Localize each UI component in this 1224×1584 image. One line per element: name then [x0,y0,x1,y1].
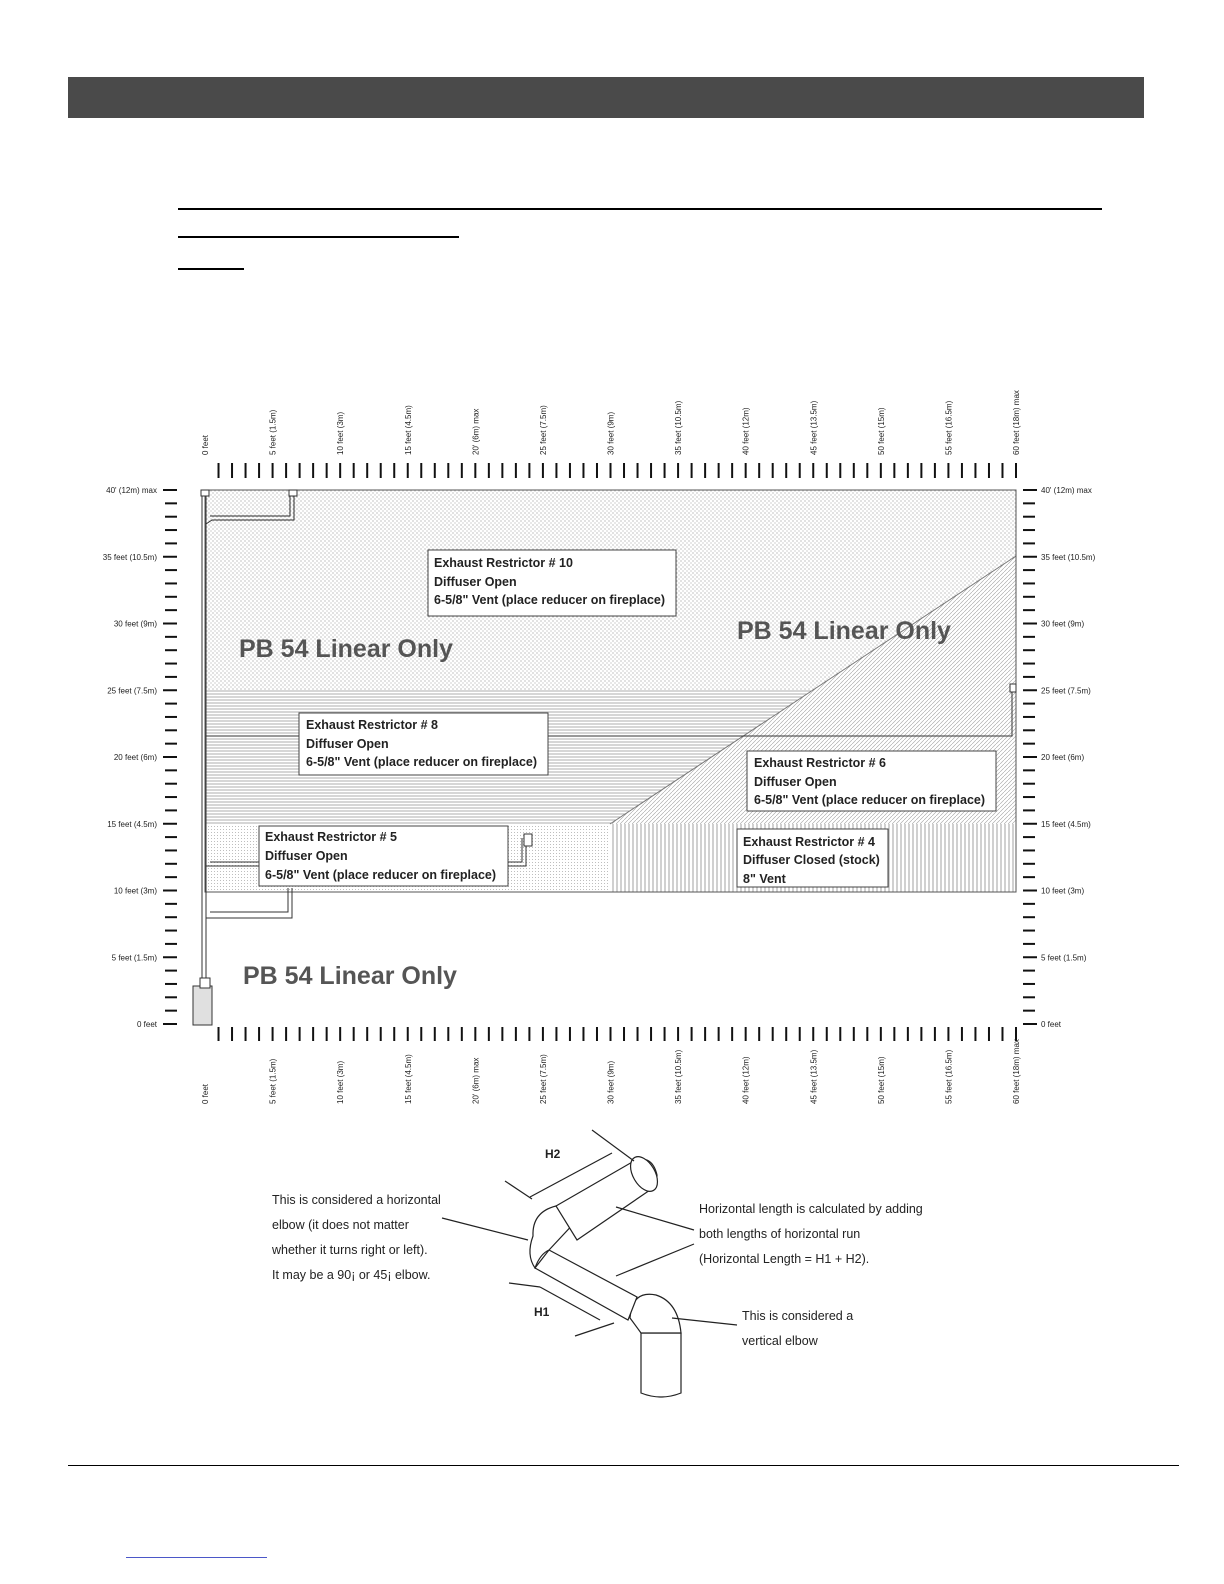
x-tick-label-top: 40 feet (12m) [741,407,751,455]
y-tick-label-right: 0 feet [1041,1020,1062,1029]
restrictor-4-vent: 8" Vent [743,872,786,886]
h2-label: H2 [545,1147,561,1161]
y-tick-label-right: 25 feet (7.5m) [1041,686,1091,696]
x-tick-label-top: 50 feet (15m) [876,407,886,455]
region-title-upper-left: PB 54 Linear Only [239,635,453,663]
region-title-upper-right: PB 54 Linear Only [737,617,951,645]
restrictor-6-diffuser: Diffuser Open [754,775,837,789]
restrictor-10-diffuser: Diffuser Open [434,575,517,589]
x-tick-label-bottom: 60 feet (18m) max [1012,1039,1021,1104]
right-ruler [1023,490,1037,1024]
y-tick-label-left: 0 feet [136,1020,157,1029]
label-box-restrictor-8 [299,713,548,775]
left-axis-labels [103,486,158,1029]
y-tick-label-right: 15 feet (4.5m) [1041,819,1091,829]
x-tick-label-bottom: 5 feet (1.5m) [268,1058,278,1104]
vertical-elbow [630,1294,681,1333]
restrictor-5-title: Exhaust Restrictor # 5 [265,830,397,844]
fireplace-collar [200,978,210,988]
horizontal-length-note [699,1202,923,1266]
restrictor-6-title: Exhaust Restrictor # 6 [754,756,886,770]
x-tick-label-bottom: 30 feet (9m) [606,1060,616,1104]
y-tick-label-left: 40' (12m) max [106,486,157,495]
note-line: It may be a 90¡ or 45¡ elbow. [272,1268,431,1282]
pointer-vertical-elbow [672,1318,737,1325]
x-tick-label-top: 60 feet (18m) max [1012,390,1021,455]
restrictor-5-vent: 6-5/8" Vent (place reducer on fireplace) [265,868,497,882]
x-tick-label-top: 0 feet [201,434,210,455]
y-tick-label-left: 35 feet (10.5m) [102,552,157,562]
x-tick-label-top: 15 feet (4.5m) [403,405,413,455]
elbow-diagram [442,1130,737,1397]
y-tick-label-right: 20 feet (6m) [1041,753,1085,762]
y-tick-label-left: 20 feet (6m) [113,753,157,762]
y-tick-label-left: 5 feet (1.5m) [111,953,157,963]
restrictor-6-vent: 6-5/8" Vent (place reducer on fireplace) [754,793,986,807]
note-line: (Horizontal Length = H1 + H2). [699,1252,870,1266]
pointer-horizontal-elbow [442,1218,528,1240]
x-tick-label-bottom: 40 feet (12m) [741,1056,751,1104]
note-line: both lengths of horizontal run [699,1227,861,1241]
right-axis-labels [1041,486,1096,1029]
vertical-elbow-note [742,1309,853,1348]
restrictor-8-vent: 6-5/8" Vent (place reducer on fireplace) [306,755,538,769]
label-box-restrictor-10 [428,550,676,616]
x-tick-label-top: 55 feet (16.5m) [944,400,954,455]
note-line: This is considered a [742,1309,854,1323]
restrictor-5-diffuser: Diffuser Open [265,849,348,863]
restrictor-10-title: Exhaust Restrictor # 10 [434,556,573,570]
left-ruler [163,490,177,1024]
x-tick-label-top: 5 feet (1.5m) [268,409,278,455]
top-axis-labels [201,390,1021,455]
x-tick-label-bottom: 35 feet (10.5m) [674,1049,684,1104]
horizontal-elbow-note [271,1193,441,1282]
label-box-restrictor-4 [737,829,888,887]
top-ruler [219,463,1016,478]
y-tick-label-right: 40' (12m) max [1041,486,1092,495]
restrictor-8-diffuser: Diffuser Open [306,737,389,751]
pointer-horizontal-length-bottom [616,1244,694,1276]
region-title-lower: PB 54 Linear Only [243,962,457,990]
x-tick-label-top: 10 feet (3m) [336,411,346,455]
y-tick-label-left: 10 feet (3m) [113,886,157,896]
restrictor-8-title: Exhaust Restrictor # 8 [306,718,438,732]
footer-rule [68,1465,1179,1466]
y-tick-label-right: 35 feet (10.5m) [1041,552,1096,562]
x-tick-label-bottom: 0 feet [201,1083,210,1104]
note-line: This is considered a horizontal [272,1193,441,1207]
pipe-h1 [535,1250,637,1320]
x-tick-label-top: 45 feet (13.5m) [809,400,819,455]
y-tick-label-right: 30 feet (9m) [1041,619,1085,629]
note-line: Horizontal length is calculated by adding [699,1202,923,1216]
h1-label: H1 [534,1305,550,1319]
restrictor-4-title: Exhaust Restrictor # 4 [743,835,875,849]
bottom-axis-labels [201,1039,1021,1104]
fireplace-unit [193,986,212,1025]
bottom-ruler [219,1027,1016,1041]
x-tick-label-top: 25 feet (7.5m) [538,405,548,455]
x-tick-label-bottom: 50 feet (15m) [876,1056,886,1104]
y-tick-label-right: 10 feet (3m) [1041,886,1085,896]
y-tick-label-right: 5 feet (1.5m) [1041,953,1087,963]
y-tick-label-left: 15 feet (4.5m) [107,819,157,829]
pointer-horizontal-length-top [616,1207,694,1230]
x-tick-label-bottom: 10 feet (3m) [336,1060,346,1104]
x-tick-label-bottom: 25 feet (7.5m) [538,1054,548,1104]
restrictor-4-diffuser: Diffuser Closed (stock) [743,853,880,867]
label-box-restrictor-6 [747,751,996,811]
note-line: elbow (it does not matter [272,1218,409,1232]
x-tick-label-bottom: 55 feet (16.5m) [944,1049,954,1104]
restrictor-10-vent: 6-5/8" Vent (place reducer on fireplace) [434,593,666,607]
y-tick-label-left: 25 feet (7.5m) [107,686,157,696]
note-line: whether it turns right or left). [272,1243,428,1257]
x-tick-label-top: 30 feet (9m) [606,411,616,455]
label-box-restrictor-5 [259,826,508,886]
y-tick-label-left: 30 feet (9m) [113,619,157,629]
footer-link-underline [126,1557,267,1558]
note-line: vertical elbow [742,1334,818,1348]
x-tick-label-bottom: 45 feet (13.5m) [809,1049,819,1104]
x-tick-label-top: 20' (6m) max [471,408,481,455]
x-tick-label-bottom: 15 feet (4.5m) [403,1054,413,1104]
x-tick-label-top: 35 feet (10.5m) [674,400,684,455]
vertical-pipe-down [641,1333,681,1397]
x-tick-label-bottom: 20' (6m) max [471,1057,481,1104]
